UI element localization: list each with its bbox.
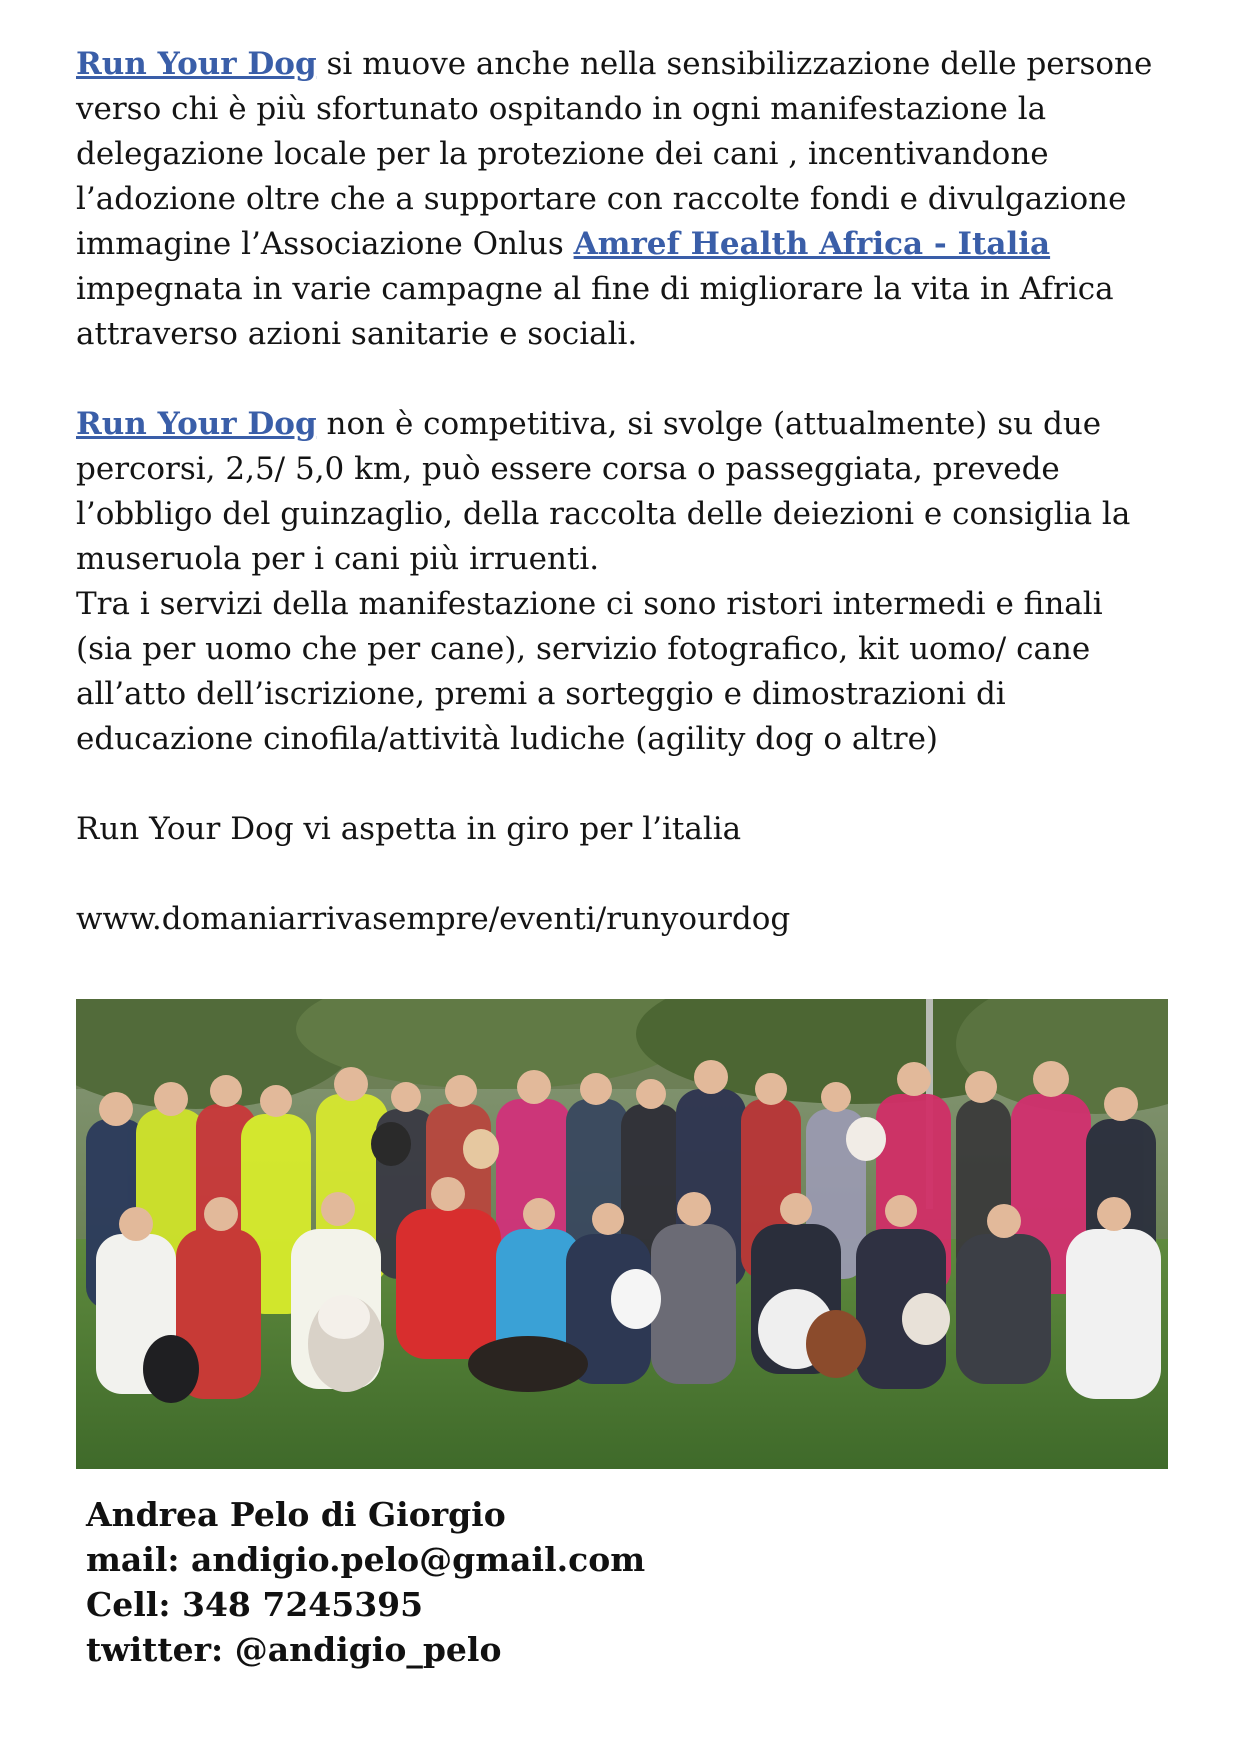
contact-mail: mail: andigio.pelo@gmail.com	[86, 1540, 646, 1579]
paragraph-intro-text-1: si muove anche nella sensibilizzazione delle persone verso chi è più sfortunato ospitando in ogni manifestazione la delegazione locale per la protezione dei cani , incentivandone l’adozione oltre che a supportare con raccolte fondi e divulgazione immagine l’Associazione Onlus	[76, 46, 1153, 262]
contact-twitter: twitter: @andigio_pelo	[86, 1630, 502, 1669]
amref-link[interactable]: Amref Health Africa - Italia	[573, 226, 1051, 262]
group-photo-illustration	[76, 999, 1168, 1469]
paragraph-services: Tra i servizi della manifestazione ci sono ristori intermedi e finali (sia per uomo che per cane), servizio fotografico, kit uomo/ cane all’atto dell’iscrizione, premi a sorteggio e dimostrazioni di educazione cinofila/attività ludiche (agility dog o altre)	[76, 586, 1103, 757]
document-body	[76, 42, 1168, 987]
contact-cell: Cell: 348 7245395	[86, 1585, 424, 1624]
website-url: www.domaniarrivasempre/eventi/runyourdog	[76, 901, 791, 937]
run-your-dog-link-2[interactable]: Run Your Dog	[76, 406, 317, 442]
contact-block	[86, 1492, 1086, 1672]
paragraph-invitation: Run Your Dog vi aspetta in giro per l’italia	[76, 811, 742, 847]
run-your-dog-link[interactable]: Run Your Dog	[76, 46, 317, 82]
contact-name: Andrea Pelo di Giorgio	[86, 1495, 506, 1534]
paragraph-intro	[76, 42, 1168, 357]
paragraph-description-text: non è competitiva, si svolge (attualmente) su due percorsi, 2,5/ 5,0 km, può essere corsa o passeggiata, prevede l’obbligo del guinzaglio, della raccolta delle deiezioni e consiglia la museruola per i cani più irruenti.	[76, 406, 1131, 577]
paragraph-description	[76, 402, 1168, 582]
paragraph-intro-text-2: impegnata in varie campagne al fine di migliorare la vita in Africa attraverso azioni sanitarie e sociali.	[76, 271, 1114, 352]
group-photo	[76, 999, 1168, 1469]
